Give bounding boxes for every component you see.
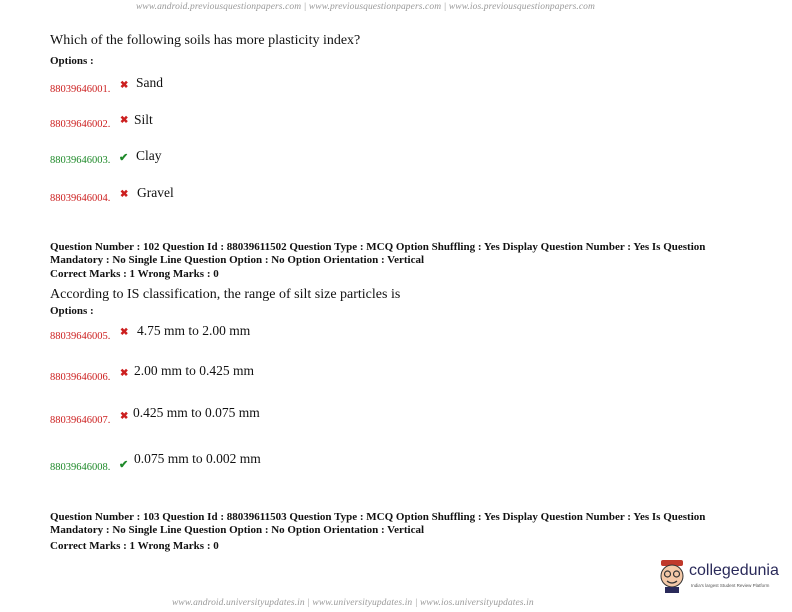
wrong-mark-icon: ✖ [120,115,129,126]
wrong-mark-icon: ✖ [120,411,129,422]
option-id: 88039646005. [50,331,111,342]
option-id: 88039646008. [50,462,111,473]
logo-tagline: India's largest Student Review Platform [691,583,770,588]
option-text: 0.425 mm to 0.075 mm [133,405,260,420]
wrong-mark-icon: ✖ [120,327,129,338]
question-text: Which of the following soils has more plasticity index? [50,33,361,48]
option-text: Gravel [137,185,174,200]
options-label: Options : [50,55,94,67]
check-mark-icon: ✔ [119,152,129,164]
question-text: According to IS classification, the range of silt size particles is [50,287,401,302]
marks-info: Correct Marks : 1 Wrong Marks : 0 [50,268,219,280]
option-id: 88039646007. [50,415,111,426]
question-meta: Question Number : 103 Question Id : 88039611503 Question Type : MCQ Option Shuffling : Yes Display Question Number : Yes Is Question Mandatory : No Single Line Question Option : No Option Orientation : Vertical [50,511,706,536]
collegedunia-logo [655,558,785,596]
logo-mascot-icon [655,558,689,594]
option-text: Sand [136,75,163,90]
option-text: 4.75 mm to 2.00 mm [137,323,251,338]
wrong-mark-icon: ✖ [120,80,129,91]
option-id: 88039646001. [50,84,111,95]
option-id: 88039646004. [50,193,111,204]
marks-info: Correct Marks : 1 Wrong Marks : 0 [50,540,219,552]
option-text: Silt [134,112,153,127]
option-text: 0.075 mm to 0.002 mm [134,451,261,466]
wrong-mark-icon: ✖ [120,368,129,379]
option-text: Clay [136,148,162,163]
footer-watermark: www.android.universityupdates.in | www.universityupdates.in | www.ios.universityupdates.in [172,598,534,608]
option-text: 2.00 mm to 0.425 mm [134,363,255,378]
check-mark-icon: ✔ [119,459,129,471]
option-id: 88039646006. [50,372,111,383]
option-id: 88039646003. [50,155,111,166]
header-watermark: www.android.previousquestionpapers.com | www.previousquestionpapers.com | www.ios.previousquestionpapers.com [136,2,595,12]
wrong-mark-icon: ✖ [120,189,129,200]
logo-name: collegedunia [689,562,779,579]
question-meta: Question Number : 102 Question Id : 88039611502 Question Type : MCQ Option Shuffling : Yes Display Question Number : Yes Is Question Mandatory : No Single Line Question Option : No Option Orientation : Vertical [50,241,706,266]
options-label: Options : [50,305,94,317]
option-id: 88039646002. [50,119,111,130]
